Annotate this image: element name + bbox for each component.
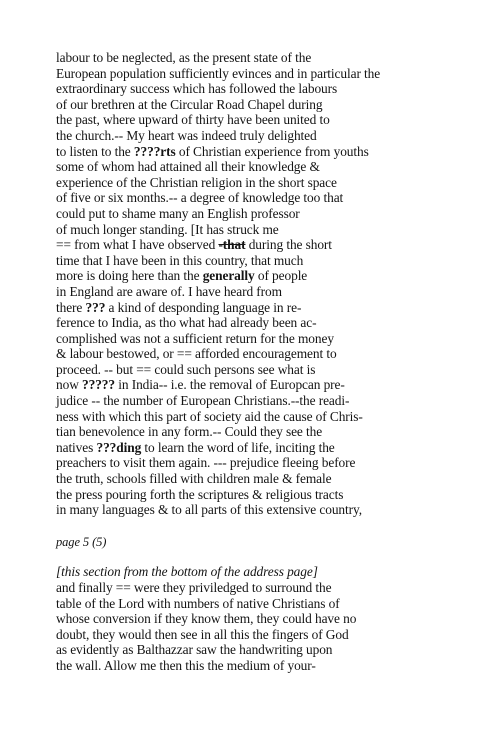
text-line (56, 300, 496, 316)
text-run: during the short (245, 237, 332, 253)
text-line (56, 81, 496, 97)
body-text-continued (56, 564, 496, 673)
text-run: the wall. Allow me then this the medium of your- (56, 657, 316, 673)
text-line (56, 159, 496, 175)
text-line (56, 611, 496, 627)
document-page (56, 50, 496, 674)
text-line (56, 346, 496, 362)
text-line (56, 362, 496, 378)
text-run: of our brethren at the Circular Road Chapel during (56, 96, 323, 112)
page-number-label: page 5 (5) (56, 534, 107, 549)
text-line (56, 564, 496, 580)
text-run: the church.-- My heart was indeed truly delighted (56, 127, 317, 143)
text-run: preachers to visit them again. --- prejudice fleeing before (56, 455, 356, 471)
text-line (56, 237, 496, 253)
text-run: in England are aware of. I have heard from (56, 283, 282, 299)
text-run: complished was not a sufficient return for the money (56, 330, 334, 346)
text-run: == from what I have observed (56, 237, 219, 253)
text-line (56, 97, 496, 113)
text-run: of five or six months.-- a degree of knowledge too that (56, 190, 344, 206)
text-line (56, 112, 496, 128)
text-run: doubt, they would then see in all this the fingers of God (56, 626, 349, 642)
text-run: tian benevolence in any form.-- Could they see the (56, 424, 323, 440)
text-line (56, 502, 496, 518)
text-line (56, 253, 496, 269)
body-text (56, 50, 496, 518)
text-run: a kind of desponding language in re- (105, 299, 302, 315)
text-run: ness with which this part of society aid the cause of Chris- (56, 408, 363, 424)
text-run: the past, where upward of thirty have been united to (56, 112, 330, 128)
text-run: there (56, 299, 86, 315)
spacer (56, 518, 496, 535)
text-line (56, 658, 496, 674)
text-line (56, 128, 496, 144)
text-line (56, 409, 496, 425)
text-run: [this section from the bottom of the address page] (56, 564, 318, 580)
text-run: time that I have been in this country, that much (56, 252, 304, 268)
text-line (56, 455, 496, 471)
text-line (56, 596, 496, 612)
text-line (56, 377, 496, 393)
text-line (56, 66, 496, 82)
text-run: table of the Lord with numbers of native Christians of (56, 595, 340, 611)
spacer (56, 550, 496, 564)
text-run: proceed. -- but == could such persons see what is (56, 361, 316, 377)
text-run: in many languages & to all parts of this extensive country, (56, 502, 362, 518)
text-run: ference to India, as tho what had already been ac- (56, 315, 317, 331)
text-line (56, 206, 496, 222)
text-run: of Christian experience from youths (175, 143, 369, 159)
text-run: the truth, schools filled with children male & female (56, 471, 332, 487)
text-line (56, 440, 496, 456)
text-run: now (56, 377, 83, 393)
text-run: whose conversion if they know them, they could have no (56, 611, 357, 627)
text-line (56, 424, 496, 440)
text-run: & labour bestowed, or == afforded encouragement to (56, 346, 337, 362)
text-run: ????? (82, 377, 115, 393)
text-run: judice -- the number of European Christians.--the readi- (56, 393, 350, 409)
text-run: as evidently as Balthazzar saw the handwriting upon (56, 642, 333, 658)
text-run: ????rts (133, 143, 176, 159)
text-run: the press pouring forth the scriptures & religious tracts (56, 486, 344, 502)
text-run: of people (254, 268, 308, 284)
text-run: of much longer standing. [It has struck me (56, 221, 279, 237)
text-run: and finally == were they priviledged to surround the (56, 580, 332, 595)
text-line (56, 580, 496, 596)
text-run: ??? (85, 299, 106, 315)
text-run: extraordinary success which has followed the labours (56, 81, 338, 97)
text-run: ???ding (96, 439, 142, 455)
text-run: more is doing here than the (56, 268, 203, 284)
text-line (56, 50, 496, 66)
text-run: could put to shame many an English professor (56, 205, 300, 221)
text-run: to listen to the (56, 143, 134, 159)
text-line (56, 190, 496, 206)
text-run: to learn the word of life, inciting the (141, 439, 335, 455)
text-line (56, 284, 496, 300)
text-run: generally (202, 268, 255, 284)
text-line (56, 175, 496, 191)
text-line (56, 222, 496, 238)
text-line (56, 144, 496, 160)
text-line (56, 393, 496, 409)
text-line (56, 627, 496, 643)
text-line (56, 268, 496, 284)
text-line (56, 471, 496, 487)
text-run: some of whom had attained all their knowledge & (56, 159, 320, 175)
text-line (56, 642, 496, 658)
text-run: experience of the Christian religion in the short space (56, 174, 337, 190)
text-line (56, 487, 496, 503)
text-run: -that (218, 237, 246, 253)
text-line (56, 331, 496, 347)
text-run: natives (56, 439, 97, 455)
text-run: European population sufficiently evinces and in particular the (56, 65, 381, 81)
text-line (56, 315, 496, 331)
text-run: in India-- i.e. the removal of Europcan pre- (115, 377, 345, 393)
text-run: labour to be neglected, as the present state of the (56, 50, 312, 65)
